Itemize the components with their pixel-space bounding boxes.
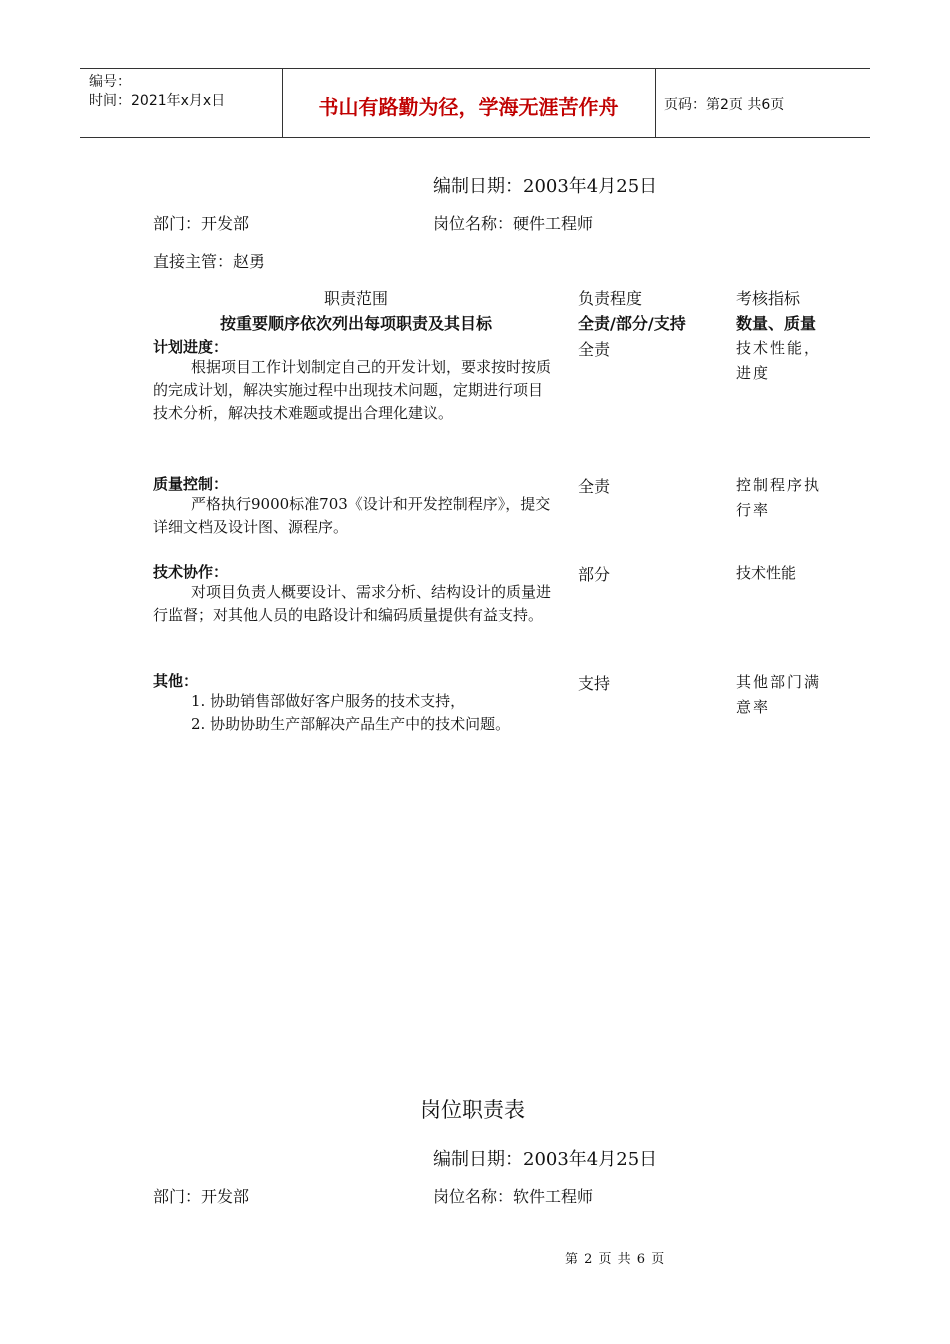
page-footer: 第 2 页 共 6 页	[565, 1252, 666, 1267]
duty-description: 严格执行9000标准703《设计和开发控制程序》，提交详细文档及设计图、源程序。	[153, 495, 551, 536]
assessment-metric: 控制程序执行率	[736, 476, 822, 519]
page-header	[80, 68, 870, 138]
col-header-level: 负责程度	[578, 289, 643, 308]
duty-item-2: 2. 协助协助生产部解决产品生产中的技术问题。	[191, 715, 511, 733]
section-title: 岗位职责表	[420, 1098, 525, 1122]
duty-title: 其他：	[153, 672, 199, 690]
department: 部门：开发部	[153, 214, 250, 233]
col-subheader-metric: 数量、质量	[736, 314, 817, 333]
position-name: 岗位名称：软件工程师	[433, 1187, 594, 1206]
duty-description: 对项目负责人概要设计、需求分析、结构设计的质量进行监督；对其他人员的电路设计和编码质量提供有益支持。	[153, 583, 552, 624]
duty-description: 根据项目工作计划制定自己的开发计划，要求按时按质的完成计划，解决实施过程中出现技术问题，定期进行项目技术分析，解决技术难题或提出合理化建议。	[153, 358, 552, 422]
direct-supervisor: 直接主管：赵勇	[153, 252, 266, 271]
responsibility-level: 全责	[578, 477, 611, 496]
responsibility-level: 部分	[578, 565, 611, 584]
col-subheader-level: 全责/部分/支持	[578, 314, 686, 333]
assessment-metric: 技术性能	[736, 564, 797, 582]
responsibility-level: 支持	[578, 674, 611, 693]
col-subheader-scope: 按重要顺序依次列出每项职责及其目标	[219, 314, 492, 333]
header-motto: 书山有路勤为径，学海无涯苦作舟	[318, 95, 619, 119]
header-time: 时间：2021年x月x日	[89, 93, 226, 109]
department: 部门：开发部	[153, 1187, 250, 1206]
responsibility-level: 全责	[578, 340, 611, 359]
assessment-metric: 其他部门满意率	[736, 673, 822, 716]
duty-title: 技术协作：	[153, 563, 229, 581]
col-header-metric: 考核指标	[736, 289, 801, 308]
position-name: 岗位名称：硬件工程师	[433, 214, 594, 233]
assessment-metric: 技术性能，进度	[736, 339, 822, 382]
duty-title: 计划进度：	[153, 338, 229, 356]
header-divider-right	[655, 69, 656, 137]
col-header-scope: 职责范围	[323, 289, 388, 308]
header-meta	[89, 73, 225, 111]
header-number: 编号：	[89, 74, 131, 90]
compile-date: 编制日期：2003年4月25日	[433, 176, 658, 197]
compile-date: 编制日期：2003年4月25日	[433, 1149, 658, 1170]
header-page-info: 页码：第2页 共6页	[664, 97, 785, 113]
duty-item-1: 1. 协助销售部做好客户服务的技术支持，	[191, 692, 466, 710]
duty-title: 质量控制：	[153, 475, 229, 493]
